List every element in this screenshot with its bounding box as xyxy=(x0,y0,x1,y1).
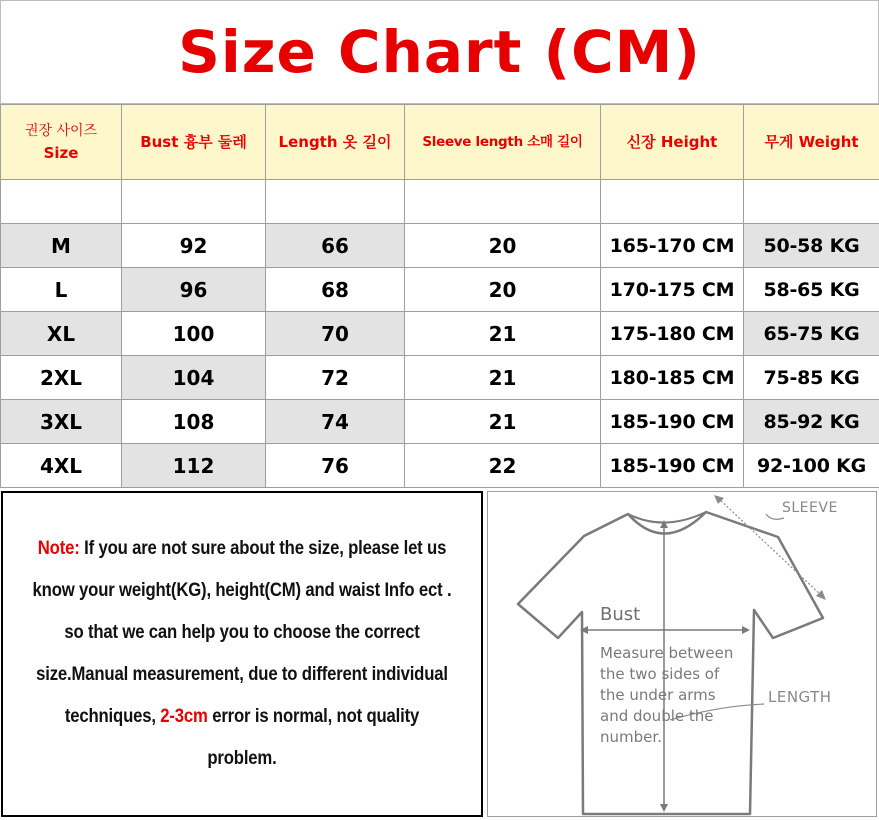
measure-line: the two sides of xyxy=(600,665,720,683)
table-row xyxy=(1,356,879,400)
cell-sleeve: 21 xyxy=(405,356,601,400)
bust-label: Bust xyxy=(600,604,641,625)
blank-cell xyxy=(601,180,744,224)
header-size-ko: 권장 사이즈 xyxy=(24,123,98,139)
blank-cell xyxy=(266,180,405,224)
cell-sleeve: 20 xyxy=(405,268,601,312)
cell-sleeve: 21 xyxy=(405,400,601,444)
page-title: Size Chart (CM) xyxy=(178,18,701,86)
cell-sleeve: 20 xyxy=(405,224,601,268)
header-sleeve: Sleeve length 소매 길이 xyxy=(405,105,601,180)
blank-cell xyxy=(405,180,601,224)
tshirt-diagram xyxy=(487,491,877,817)
blank-cell xyxy=(1,180,122,224)
header-height: 신장 Height xyxy=(601,105,744,180)
sleeve-label: SLEEVE xyxy=(782,500,838,516)
bust-arrow-right xyxy=(742,626,750,634)
measure-line: the under arms xyxy=(600,686,716,704)
table-row xyxy=(1,224,879,268)
cell-length: 68 xyxy=(266,268,405,312)
cell-sleeve: 21 xyxy=(405,312,601,356)
cell-bust: 104 xyxy=(122,356,266,400)
blank-row xyxy=(1,180,879,224)
measure-line: number. xyxy=(600,728,662,746)
cell-weight: 58-65 KG xyxy=(744,268,879,312)
length-label: LENGTH xyxy=(768,688,832,706)
cell-length: 70 xyxy=(266,312,405,356)
cell-length: 76 xyxy=(266,444,405,488)
cell-size: L xyxy=(1,268,122,312)
table-row xyxy=(1,400,879,444)
cell-size: M xyxy=(1,224,122,268)
cell-size: 3XL xyxy=(1,400,122,444)
header-size xyxy=(1,105,122,180)
note-highlight: 2-3cm xyxy=(160,706,208,727)
cell-height: 170-175 CM xyxy=(601,268,744,312)
cell-length: 72 xyxy=(266,356,405,400)
blank-cell xyxy=(744,180,879,224)
cell-weight: 75-85 KG xyxy=(744,356,879,400)
cell-height: 165-170 CM xyxy=(601,224,744,268)
title-box xyxy=(0,0,879,104)
cell-length: 66 xyxy=(266,224,405,268)
length-arrow-top xyxy=(660,520,668,528)
header-bust: Bust 흉부 둘레 xyxy=(122,105,266,180)
sleeve-arrow-top xyxy=(714,495,724,504)
cell-weight: 50-58 KG xyxy=(744,224,879,268)
note-label: Note: xyxy=(37,538,80,559)
note-body-1: If you are not sure about the size, please let us know your weight(KG), height(CM) and waist Info ect . so that we can help you to choose the correct size.Manual measurement, due to different individual techniques, xyxy=(32,538,452,727)
cell-bust: 92 xyxy=(122,224,266,268)
note-body-2: error is normal, not quality problem. xyxy=(207,706,420,769)
measure-line: and double the xyxy=(600,707,714,725)
table-header-row xyxy=(1,105,879,180)
table-row xyxy=(1,268,879,312)
cell-weight: 85-92 KG xyxy=(744,400,879,444)
cell-height: 185-190 CM xyxy=(601,444,744,488)
cell-bust: 112 xyxy=(122,444,266,488)
cell-bust: 100 xyxy=(122,312,266,356)
size-table xyxy=(0,104,879,488)
cell-size: 2XL xyxy=(1,356,122,400)
header-weight: 무게 Weight xyxy=(744,105,879,180)
blank-cell xyxy=(122,180,266,224)
measure-line: Measure between xyxy=(600,644,734,662)
cell-length: 74 xyxy=(266,400,405,444)
cell-weight: 92-100 KG xyxy=(744,444,879,488)
note-box xyxy=(1,491,483,817)
table-row xyxy=(1,312,879,356)
cell-height: 185-190 CM xyxy=(601,400,744,444)
cell-size: XL xyxy=(1,312,122,356)
cell-bust: 108 xyxy=(122,400,266,444)
cell-sleeve: 22 xyxy=(405,444,601,488)
cell-height: 180-185 CM xyxy=(601,356,744,400)
header-length: Length 옷 길이 xyxy=(266,105,405,180)
table-row xyxy=(1,444,879,488)
cell-height: 175-180 CM xyxy=(601,312,744,356)
cell-bust: 96 xyxy=(122,268,266,312)
note-text xyxy=(32,528,453,780)
length-arrow-bottom xyxy=(660,804,668,812)
cell-size: 4XL xyxy=(1,444,122,488)
cell-weight: 65-75 KG xyxy=(744,312,879,356)
header-size-en: Size xyxy=(43,144,79,162)
measure-instructions xyxy=(600,643,733,748)
